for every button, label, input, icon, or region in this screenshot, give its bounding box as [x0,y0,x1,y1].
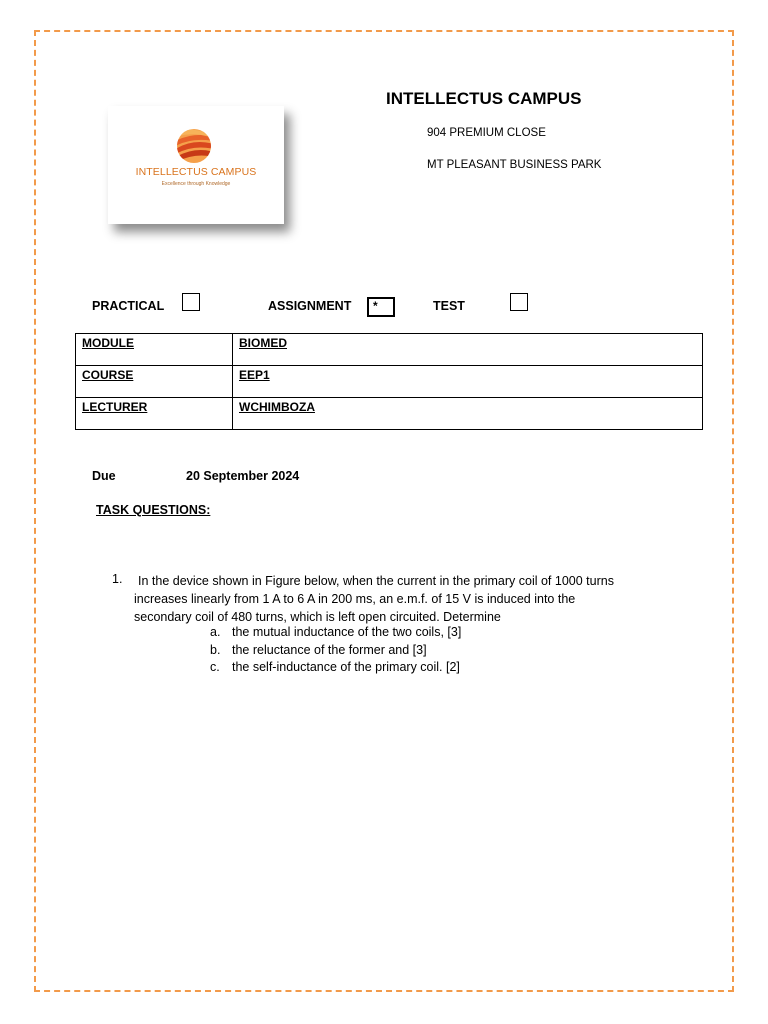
logo-name: INTELLECTUS CAMPUS [135,166,257,178]
campus-logo [108,106,284,224]
logo-tagline: Excellence through Knowledge [161,181,231,187]
assignment-checkbox[interactable]: * [367,297,395,317]
question-part-text: the self-inductance of the primary coil. [2] [232,660,460,674]
question-part-text: the reluctance of the former and [3] [232,643,427,657]
module-value: BIOMED [233,334,703,366]
test-checkbox[interactable] [510,293,528,311]
task-questions-heading: TASK QUESTIONS: [96,503,211,517]
table-row [76,334,703,366]
question-part-text: the mutual inductance of the two coils, [3] [232,625,462,639]
test-label: TEST [433,299,465,313]
address-line-2: MT PLEASANT BUSINESS PARK [427,159,602,171]
question-part-letter: c. [210,660,220,674]
course-info-table [75,333,703,430]
question-part-letter: a. [210,625,221,639]
course-value: EEP1 [233,366,703,398]
campus-title: INTELLECTUS CAMPUS [386,89,582,108]
table-row [76,398,703,430]
address-line-1: 904 PREMIUM CLOSE [427,127,546,139]
assignment-label: ASSIGNMENT [268,299,352,313]
practical-label: PRACTICAL [92,299,165,313]
question-number: 1. [112,572,123,586]
due-date: 20 September 2024 [186,469,300,483]
course-key: COURSE [76,366,233,398]
lecturer-key: LECTURER [76,398,233,430]
question-part-letter: b. [210,643,221,657]
lecturer-value: WCHIMBOZA [233,398,703,430]
due-label: Due [92,469,116,483]
question-text: In the device shown in Figure below, when the current in the primary coil of 1000 turns increases linearly from 1 A to 6 A in 200 ms, an e.m.f. of 15 V is induced into the secondary coil of 480 turns, which is left open circuited. Determine [134,574,614,624]
table-row [76,366,703,398]
module-key: MODULE [76,334,233,366]
practical-checkbox[interactable] [182,293,200,311]
orange-sphere-logo-icon [176,128,212,164]
